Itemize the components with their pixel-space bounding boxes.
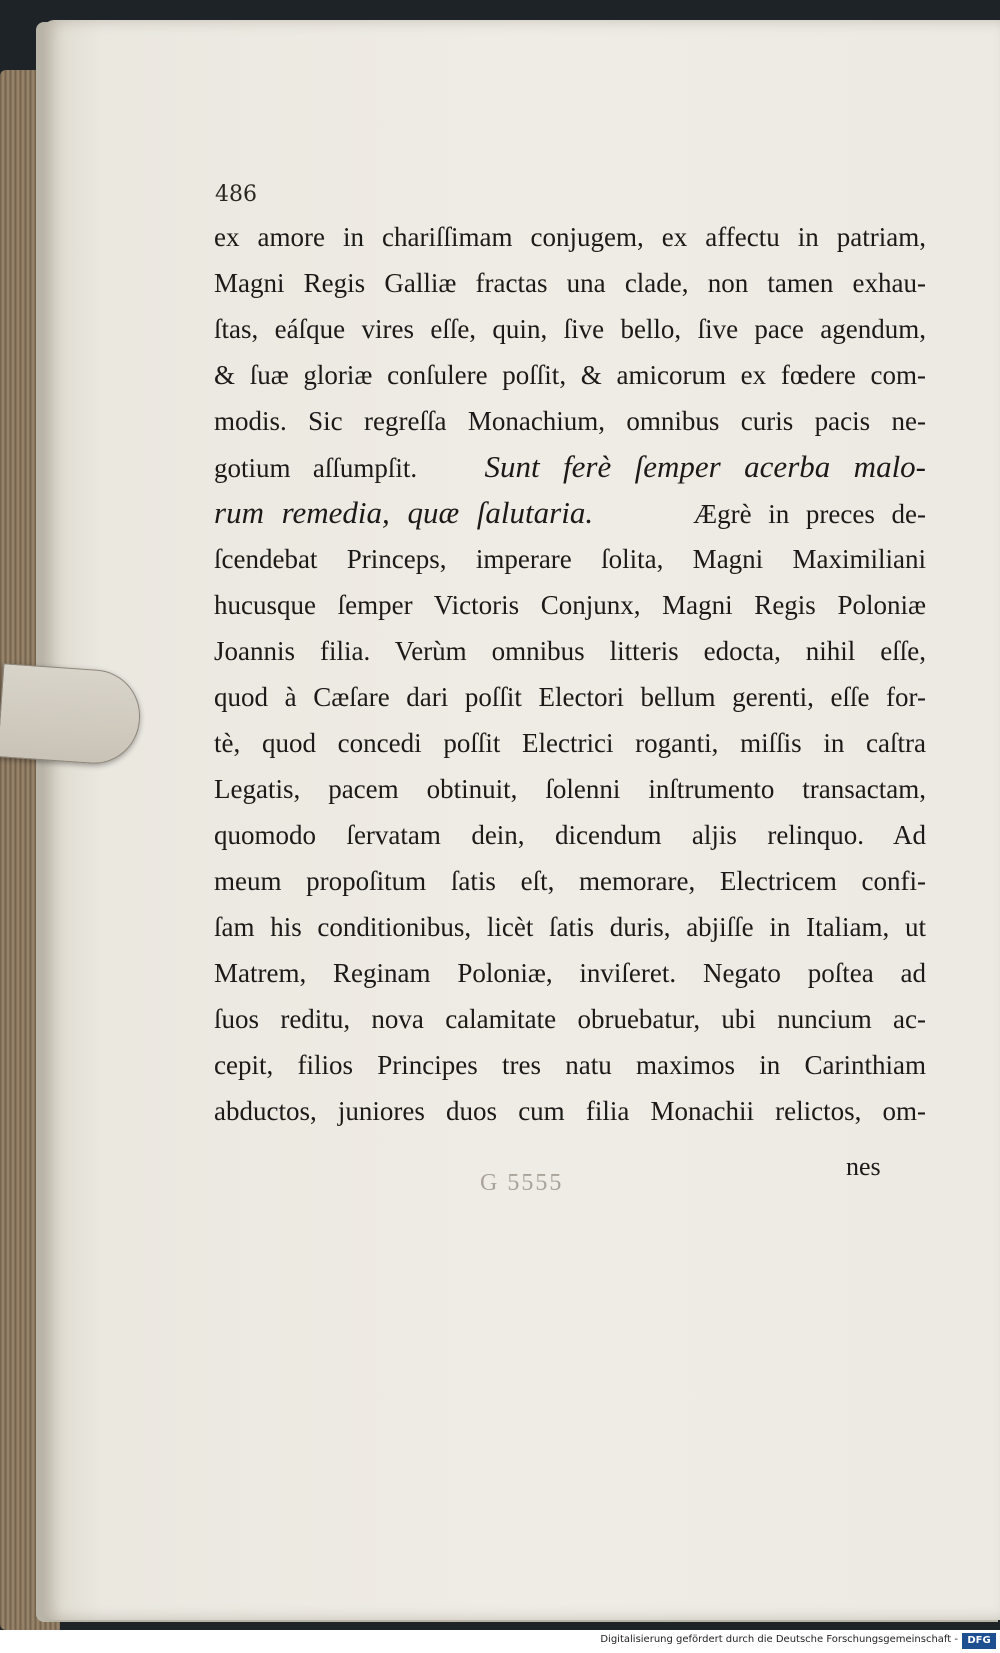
text-line: cepit, filios Principes tres natu maximos in Carinthiam (214, 1050, 926, 1080)
footer-credit: Digitalisierung gefördert durch die Deutsche Forschungsgemeinschaft - (600, 1634, 958, 1645)
text-line: & ſuæ gloriæ conſulere poſſit, & amicorum ex fœdere com- (214, 360, 926, 390)
text-line: ſam his conditionibus, licèt ſatis duris, abjiſſe in Italiam, ut (214, 912, 926, 942)
text-line: ſcendebat Princeps, imperare ſolita, Magni Maximiliani (214, 544, 926, 574)
text-line-mixed (214, 444, 926, 490)
text-line: hucusque ſemper Victoris Conjunx, Magni Regis Poloniæ (214, 590, 926, 620)
text-line: quomodo ſervatam dein, dicendum aljis relinquo. Ad (214, 820, 926, 850)
catchword: nes (846, 1152, 881, 1181)
show-through-signature: G 5555 (480, 1170, 564, 1196)
text-line: Legatis, pacem obtinuit, ſolenni inſtrumento transactam, (214, 774, 926, 804)
text-italic: Sunt ferè ſemper acerba malo- (484, 449, 926, 484)
text-line: meum propoſitum ſatis eſt, memorare, Electricem confi- (214, 866, 926, 896)
text-line: abductos, juniores duos cum filia Monachii relictos, om- (214, 1096, 926, 1126)
text-line: ſtas, eáſque vires eſſe, quin, ſive bello, ſive pace agendum, (214, 314, 926, 344)
bookmark-strip (0, 663, 143, 767)
page-number: 486 (215, 182, 257, 207)
text-line: Magni Regis Galliæ fractas una clade, non tamen exhau- (214, 268, 926, 298)
text-line: quod à Cæſare dari poſſit Electori bellum gerenti, eſſe for- (214, 682, 926, 712)
text-line-mixed (214, 490, 926, 536)
text-line: modis. Sic regreſſa Monachium, omnibus curis pacis ne- (214, 406, 926, 436)
text-line: ſuos reditu, nova calamitate obruebatur, ubi nuncium ac- (214, 1004, 926, 1034)
text-line: ex amore in chariſſimam conjugem, ex affectu in patriam, (214, 222, 926, 252)
text-line: Matrem, Reginam Poloniæ, inviſeret. Negato poſtea ad (214, 958, 926, 988)
text-line: tè, quod concedi poſſit Electrici roganti, miſſis in caſtra (214, 728, 926, 758)
text-roman: gotium aſſumpſit. (214, 453, 418, 483)
footer-bar (0, 1630, 1000, 1653)
text-roman: Ægrè in preces de- (693, 499, 926, 529)
text-line: Joannis filia. Verùm omnibus litteris edocta, nihil eſſe, (214, 636, 926, 666)
text-italic: rum remedia, quæ ſalutaria. (214, 495, 594, 530)
dfg-logo: DFG (962, 1633, 996, 1649)
body-text (214, 214, 926, 1134)
